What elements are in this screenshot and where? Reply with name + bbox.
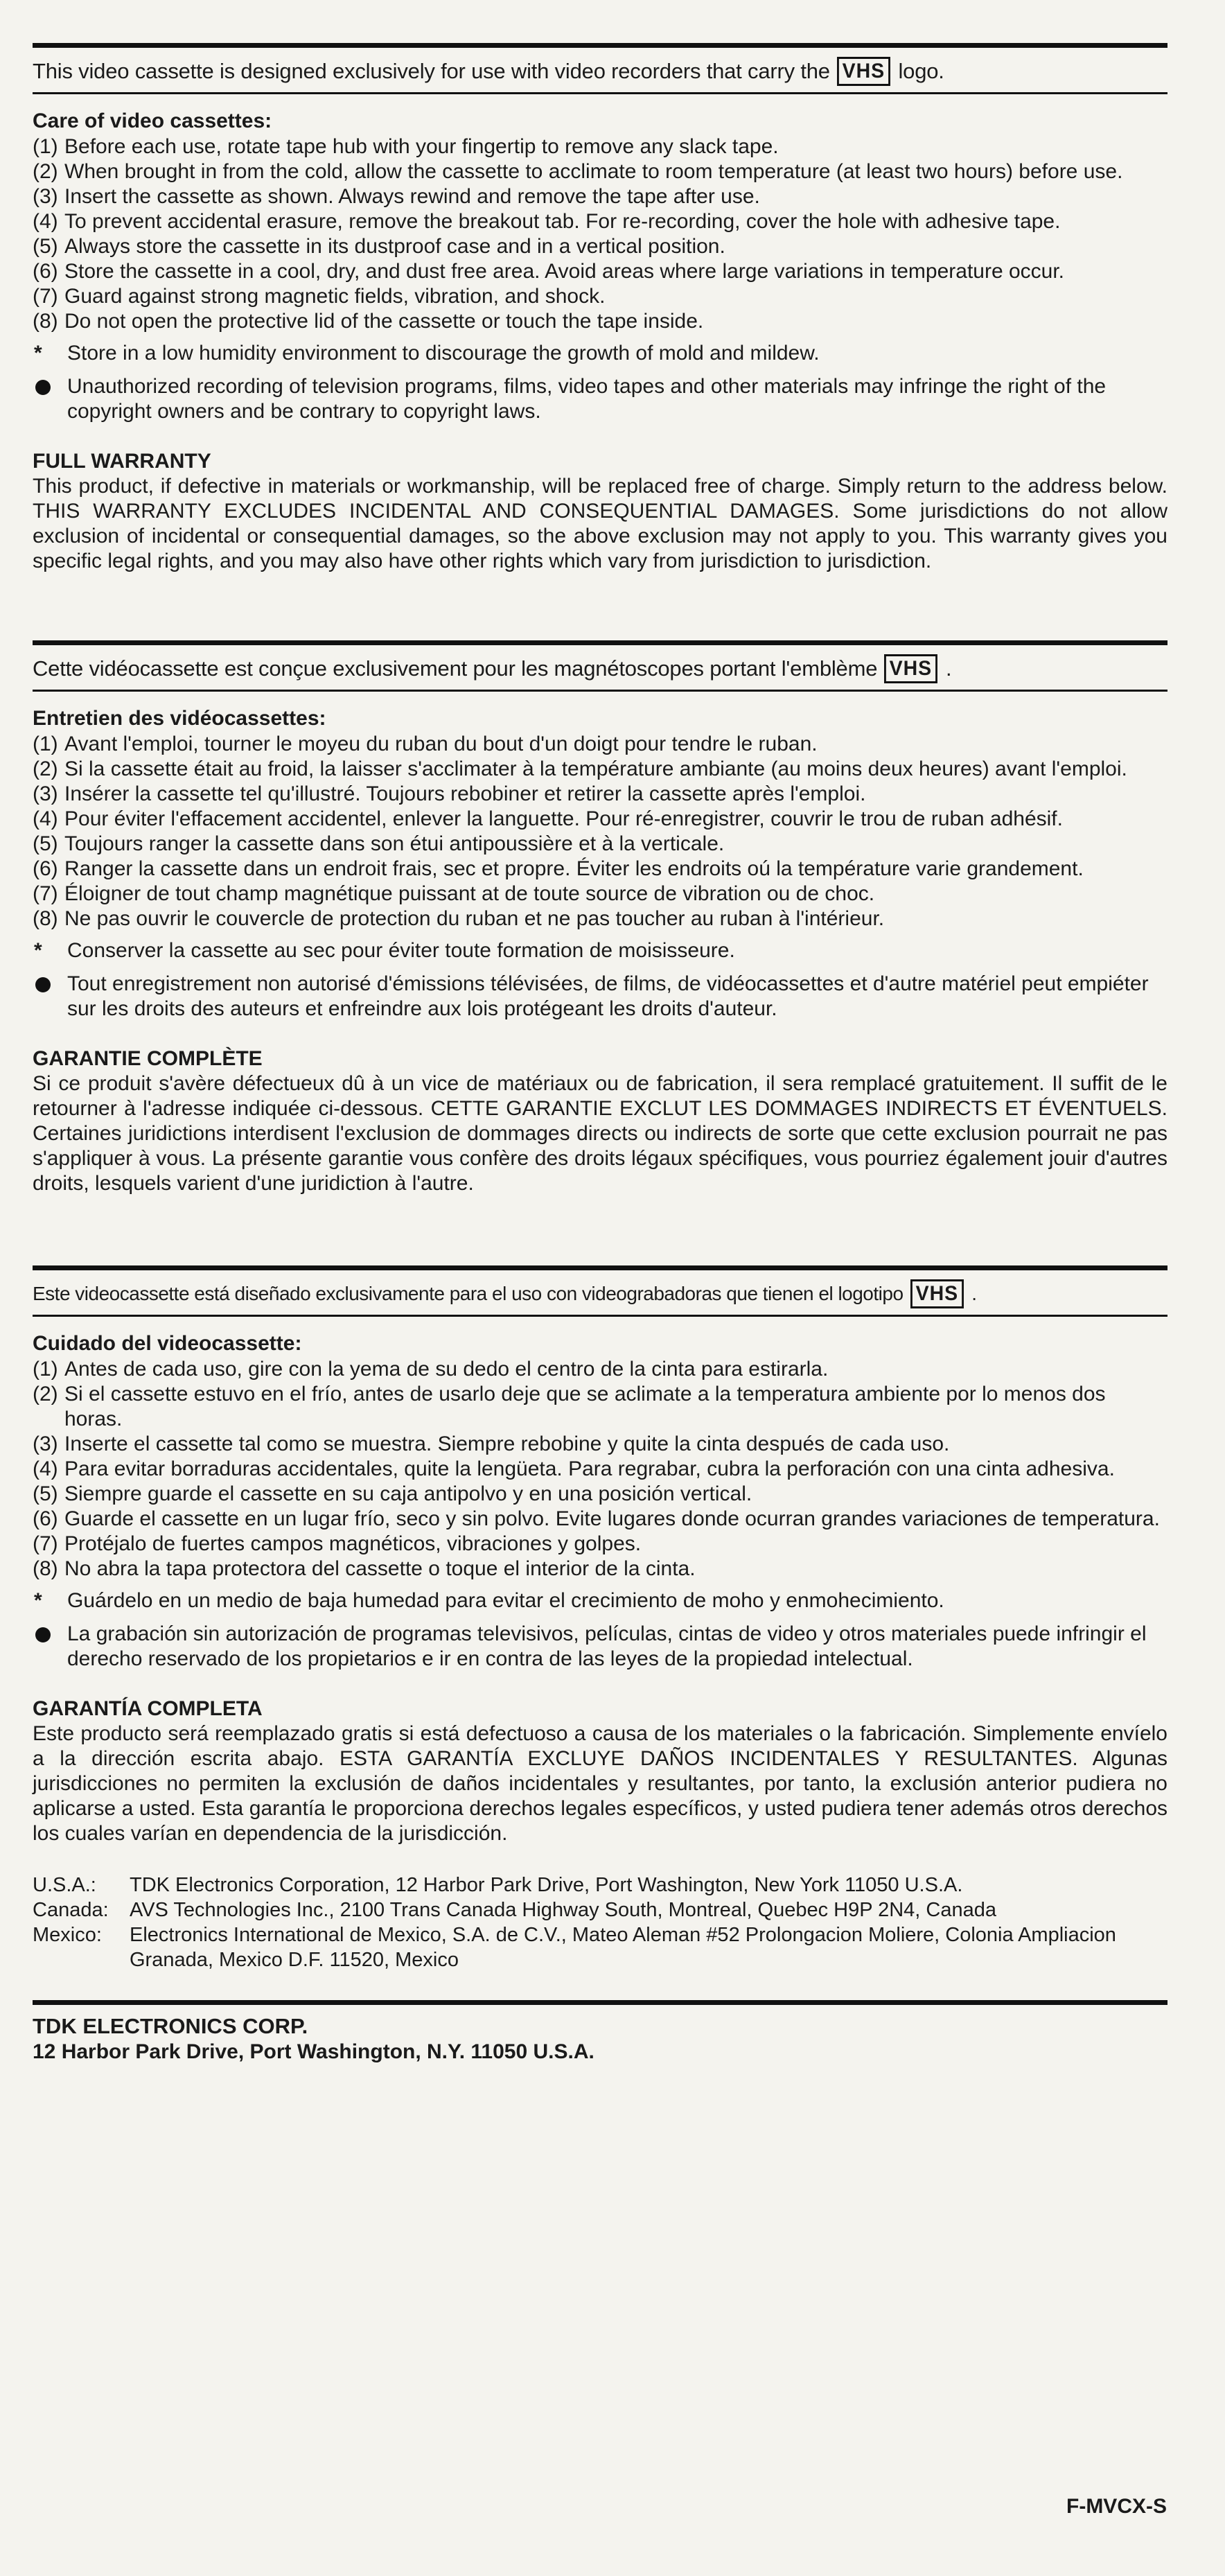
care-item-text: Before each use, rotate tape hub with your fingertip to remove any slack tape. [64, 135, 779, 158]
notes-list [33, 1588, 1167, 1672]
care-item [33, 184, 1167, 209]
humidity-note [33, 1588, 1167, 1613]
top-rule [33, 640, 1167, 645]
notes-list [33, 341, 1167, 424]
care-item-text: Avant l'emploi, tourner le moyeu du ruban du bout d'un doigt pour tendre le ruban. [64, 733, 818, 755]
care-item-number: (6) [33, 260, 58, 283]
vhs-compat-suffix: . [971, 1283, 977, 1304]
care-item [33, 1457, 1167, 1482]
notes-list [33, 938, 1167, 1022]
care-item [33, 159, 1167, 184]
company-name: TDK ELECTRONICS CORP. [33, 2014, 308, 2038]
care-item-number: (4) [33, 210, 58, 233]
care-item [33, 234, 1167, 259]
bullet-dot-icon [35, 1627, 51, 1642]
care-item [33, 1482, 1167, 1507]
humidity-note-text: Store in a low humidity environment to discourage the growth of mold and mildew. [67, 342, 820, 365]
care-item-number: (4) [33, 807, 58, 830]
vhs-compat-suffix: logo. [898, 59, 944, 83]
care-item-number: (1) [33, 1358, 58, 1381]
care-title: Cuidado del videocassette: [33, 1332, 302, 1355]
care-item [33, 1532, 1167, 1557]
copyright-note [33, 374, 1167, 424]
warranty-text: Este producto será reemplazado gratis si está defectuoso a causa de los materiales o la fabricación. Simplemente envíelo a la dirección escrita abajo. ESTA GARANTÍA EXCLUYE DAÑOS INCIDENTALES Y RESULTANTES. Algunas jurisdicciones no permiten la exclusión de daños incidentales y resultantes, por tanto, la exclusión anterior pudiera no aplicarse a usted. Esta garantía le proporciona derechos legales específicos, y usted pudiera tener además otros derechos los cuales varían en dependencia de la jurisdicción. [33, 1722, 1167, 1845]
care-item-number: (3) [33, 782, 58, 805]
warranty-title: FULL WARRANTY [33, 450, 211, 473]
care-title: Entretien des vidéocassettes: [33, 707, 326, 730]
care-list [33, 732, 1167, 931]
english-section [33, 43, 1167, 574]
footer-rule [33, 2000, 1167, 2005]
care-item-number: (7) [33, 1532, 58, 1555]
care-item-text: Pour éviter l'effacement accidentel, enlever la languette. Pour ré-enregistrer, couvrir le trou de ruban adhésif. [64, 807, 1063, 830]
copyright-note [33, 972, 1167, 1022]
care-item [33, 1357, 1167, 1382]
care-item-number: (5) [33, 1482, 58, 1505]
bullet-dot-icon [35, 977, 51, 992]
vhs-logo: VHS [884, 654, 937, 683]
care-item [33, 882, 1167, 906]
care-list [33, 134, 1167, 334]
humidity-note [33, 938, 1167, 963]
care-item-text: Protéjalo de fuertes campos magnéticos, vibraciones y golpes. [64, 1532, 642, 1555]
care-item [33, 732, 1167, 757]
care-item [33, 782, 1167, 807]
humidity-note-text: Conserver la cassette au sec pour éviter toute formation de moisisseure. [67, 939, 735, 962]
top-rule [33, 43, 1167, 48]
care-item-number: (1) [33, 135, 58, 158]
care-item [33, 1557, 1167, 1581]
asterisk-icon: * [34, 1589, 42, 1612]
humidity-note-text: Guárdelo en un medio de baja humedad para evitar el crecimiento de moho y enmohecimiento. [67, 1589, 944, 1612]
care-item-number: (2) [33, 757, 58, 780]
care-item-number: (3) [33, 1432, 58, 1455]
care-item [33, 906, 1167, 931]
care-item-text: When brought in from the cold, allow the cassette to acclimate to room temperature (at least two hours) before use. [64, 160, 1123, 183]
bullet-dot-icon [35, 380, 51, 395]
divider-rule [33, 690, 1167, 692]
care-item-text: Inserte el cassette tal como se muestra. Siempre rebobine y quite la cinta después de cada uso. [64, 1432, 950, 1455]
form-code: F-MVCX-S [1066, 2495, 1167, 2518]
care-item-number: (4) [33, 1457, 58, 1480]
care-item-number: (7) [33, 882, 58, 905]
top-rule [33, 1265, 1167, 1270]
care-item [33, 284, 1167, 309]
care-item [33, 807, 1167, 832]
vhs-compat-line [33, 645, 1167, 690]
address-text: TDK Electronics Corporation, 12 Harbor Park Drive, Port Washington, New York 11050 U.S.A. [130, 1874, 963, 1896]
vhs-compat-line [33, 1270, 1167, 1315]
asterisk-icon: * [34, 342, 42, 365]
care-item-number: (8) [33, 907, 58, 930]
care-item-text: Ne pas ouvrir le couvercle de protection du ruban et ne pas toucher au ruban à l'intérieur. [64, 907, 885, 930]
address-label: Mexico: [33, 1924, 102, 1946]
copyright-note-text: Unauthorized recording of television programs, films, video tapes and other materials may infringe the right of the copyright owners and be contrary to copyright laws. [67, 375, 1107, 423]
care-item [33, 832, 1167, 857]
warranty-title: GARANTIE COMPLÈTE [33, 1047, 263, 1070]
care-item-text: Para evitar borraduras accidentales, quite la lengüeta. Para regrabar, cubra la perforación con una cinta adhesiva. [64, 1457, 1115, 1480]
copyright-note-text: La grabación sin autorización de programas televisivos, películas, cintas de video y otros materiales puede infringir el derecho reservado de los propietarios e ir en contra de las leyes de la propiedad intelectual. [67, 1622, 1147, 1670]
care-list [33, 1357, 1167, 1581]
vhs-compat-text: Este videocassette está diseñado exclusivamente para el uso con videograbadoras que tienen el logotipo [33, 1283, 904, 1304]
care-item-number: (2) [33, 160, 58, 183]
care-item-text: No abra la tapa protectora del cassette o toque el interior de la cinta. [64, 1557, 696, 1580]
copyright-note [33, 1622, 1167, 1672]
spanish-section [33, 1265, 1167, 2065]
care-item [33, 757, 1167, 782]
care-item-text: Si el cassette estuvo en el frío, antes de usarlo deje que se aclimate a la temperatura ambiente por lo menos dos horas. [64, 1383, 1106, 1430]
care-item [33, 1432, 1167, 1457]
care-item-text: Store the cassette in a cool, dry, and dust free area. Avoid areas where large variations in temperature occur. [64, 260, 1065, 283]
address-usa [33, 1873, 1167, 1898]
care-item-number: (5) [33, 832, 58, 855]
divider-rule [33, 1315, 1167, 1317]
care-item-text: Antes de cada uso, gire con la yema de su dedo el centro de la cinta para estirarla. [64, 1358, 829, 1381]
care-item [33, 259, 1167, 284]
vhs-compat-line [33, 48, 1167, 92]
care-item-text: Always store the cassette in its dustproof case and in a vertical position. [64, 235, 725, 258]
copyright-note-text: Tout enregistrement non autorisé d'émissions télévisées, de films, de vidéocassettes et d'autre matériel peut empiéter sur les droits des auteurs et enfreindre aux lois protégeant les droits d'auteur. [67, 972, 1149, 1020]
vhs-compat-text: Cette vidéocassette est conçue exclusivement pour les magnétoscopes portant l'emblème [33, 656, 878, 681]
care-item-number: (8) [33, 1557, 58, 1580]
care-item [33, 209, 1167, 234]
vhs-logo: VHS [910, 1279, 964, 1308]
care-item [33, 134, 1167, 159]
care-item-text: Ranger la cassette dans un endroit frais, sec et propre. Éviter les endroits oú la température varie grandement. [64, 857, 1084, 880]
care-item-number: (6) [33, 857, 58, 880]
warranty-text: This product, if defective in materials or workmanship, will be replaced free of charge. Simply return to the address below. THIS WARRANTY EXCLUDES INCIDENTAL AND CONSEQUENTIAL DAMAGES. Some jurisdictions do not allow exclusion of incidental or consequential damages, so the above exclusion may not apply to you. This warranty gives you specific legal rights, and you may also have other rights which vary from jurisdiction to jurisdiction. [33, 475, 1167, 572]
care-item [33, 857, 1167, 882]
care-item-text: Do not open the protective lid of the cassette or touch the tape inside. [64, 310, 704, 333]
care-item-text: Si la cassette était au froid, la laisser s'acclimater à la température ambiante (au moins deux heures) avant l'emploi. [64, 757, 1127, 780]
address-mexico [33, 1922, 1167, 1972]
care-item-number: (3) [33, 185, 58, 208]
care-item-text: Toujours ranger la cassette dans son étui antipoussière et à la verticale. [64, 832, 725, 855]
care-item-text: Insérer la cassette tel qu'illustré. Toujours rebobiner et retirer la cassette après l'emploi. [64, 782, 866, 805]
vhs-compat-text: This video cassette is designed exclusively for use with video recorders that carry the [33, 59, 830, 83]
care-item-text: Insert the cassette as shown. Always rewind and remove the tape after use. [64, 185, 760, 208]
address-list [33, 1873, 1167, 1972]
address-canada [33, 1898, 1167, 1922]
care-item-number: (1) [33, 733, 58, 755]
care-item-number: (8) [33, 310, 58, 333]
address-label: U.S.A.: [33, 1874, 96, 1896]
warranty-title: GARANTÍA COMPLETA [33, 1697, 263, 1720]
care-item-text: Siempre guarde el cassette en su caja antipolvo y en una posición vertical. [64, 1482, 752, 1505]
vhs-logo: VHS [837, 57, 890, 86]
insert-page [33, 43, 1167, 2065]
care-item-text: Guard against strong magnetic fields, vibration, and shock. [64, 285, 606, 308]
care-item-number: (6) [33, 1507, 58, 1530]
company-address: 12 Harbor Park Drive, Port Washington, N.Y. 11050 U.S.A. [33, 2040, 594, 2063]
humidity-note [33, 341, 1167, 366]
vhs-compat-suffix: . [945, 656, 952, 681]
address-text: Electronics International de Mexico, S.A. de C.V., Mateo Aleman #52 Prolongacion Moliere, Colonia Ampliacion Granada, Mexico D.F. 11520, Mexico [130, 1924, 1116, 1971]
care-item-text: To prevent accidental erasure, remove the breakout tab. For re-recording, cover the hole with adhesive tape. [64, 210, 1061, 233]
divider-rule [33, 92, 1167, 94]
warranty-text: Si ce produit s'avère défectueux dû à un vice de matériaux ou de fabrication, il sera remplacé gratuitement. Il suffit de le retourner à l'adresse indiquée ci-dessous. CETTE GARANTIE EXCLUT LES DOMMAGES INDIRECTS ET ÉVENTUELS. Certaines juridictions interdisent l'exclusion de dommages directs ou indirects de sorte que cette exclusion pourrait ne pas s'appliquer à vous. La présente garantie vous confère des droits légaux spécifiques, vous pourriez également jouir d'autres droits, lesquels varient d'une juridiction à l'autre. [33, 1072, 1167, 1195]
asterisk-icon: * [34, 939, 42, 962]
address-label: Canada: [33, 1899, 109, 1921]
care-item [33, 1507, 1167, 1532]
care-title: Care of video cassettes: [33, 109, 272, 132]
care-item-text: Guarde el cassette en un lugar frío, seco y sin polvo. Evite lugares donde ocurran grandes variaciones de temperatura. [64, 1507, 1160, 1530]
care-item-text: Éloigner de tout champ magnétique puissant at de toute source de vibration ou de choc. [64, 882, 875, 905]
care-item-number: (7) [33, 285, 58, 308]
care-item-number: (2) [33, 1383, 58, 1405]
french-section [33, 640, 1167, 1196]
care-item [33, 1382, 1167, 1432]
address-text: AVS Technologies Inc., 2100 Trans Canada Highway South, Montreal, Quebec H9P 2N4, Canada [130, 1899, 996, 1921]
care-item [33, 309, 1167, 334]
care-item-number: (5) [33, 235, 58, 258]
